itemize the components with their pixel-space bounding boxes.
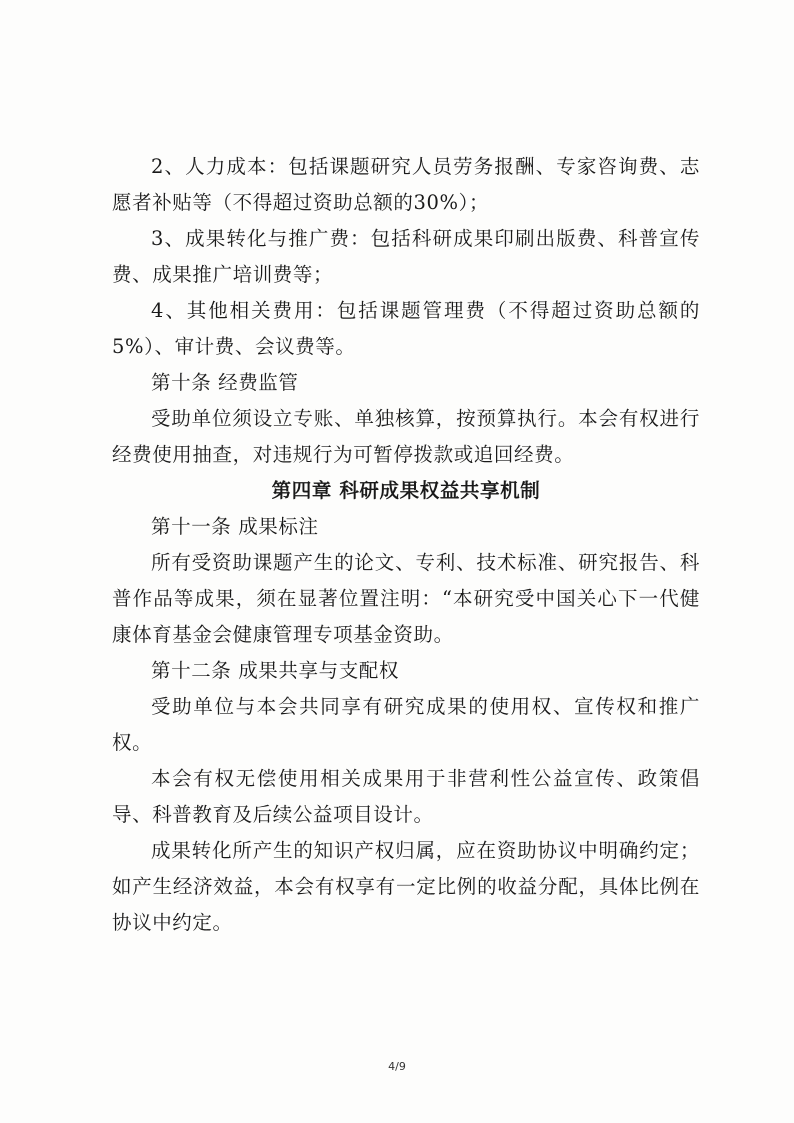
article-12-heading: 第十二条 成果共享与支配权 — [151, 659, 399, 682]
paragraph-other-cost: 4、其他相关费用：包括课题管理费（不得超过资助总额的5%）、审计费、会议费等。 — [112, 299, 700, 358]
paragraph-fund-supervision: 受助单位须设立专账、单独核算，按预算执行。本会有权进行经费使用抽查，对违规行为可暂停拨款或追回经费。 — [112, 407, 700, 466]
chapter-4-heading: 第四章 科研成果权益共享机制 — [271, 479, 541, 502]
article-10-heading: 第十条 经费监管 — [151, 371, 299, 394]
paragraph-labor-cost: 2、人力成本：包括课题研究人员劳务报酬、专家咨询费、志愿者补贴等（不得超过资助总额的30%）； — [112, 155, 700, 214]
page-number: 4/9 — [388, 1060, 406, 1073]
article-11-heading: 第十一条 成果标注 — [151, 515, 319, 538]
paragraph-promotion-cost: 3、成果转化与推广费：包括科研成果印刷出版费、科普宣传费、成果推广培训费等； — [112, 227, 700, 286]
paragraph-result-labeling: 所有受资助课题产生的论文、专利、技术标准、研究报告、科普作品等成果，须在显著位置注明：“本研究受中国关心下一代健康体育基金会健康管理专项基金资助。 — [112, 551, 700, 646]
paragraph-ip-ownership: 成果转化所产生的知识产权归属，应在资助协议中明确约定；如产生经济效益，本会有权享有一定比例的收益分配，具体比例在协议中约定。 — [112, 839, 700, 934]
document-body — [112, 149, 700, 941]
paragraph-shared-rights: 受助单位与本会共同享有研究成果的使用权、宣传权和推广权。 — [112, 695, 700, 754]
paragraph-free-use: 本会有权无偿使用相关成果用于非营利性公益宣传、政策倡导、科普教育及后续公益项目设计。 — [112, 767, 700, 826]
